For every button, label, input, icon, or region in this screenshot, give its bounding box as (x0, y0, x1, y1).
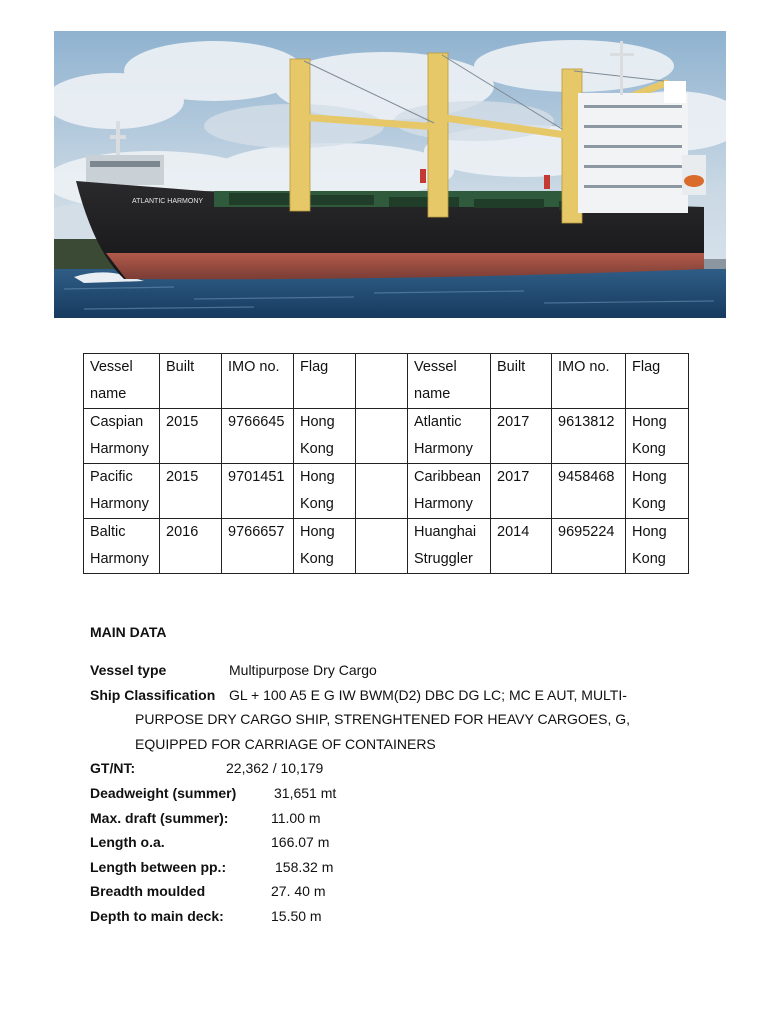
ship-photo (54, 31, 726, 318)
breadth-row (90, 879, 710, 904)
built-cell: 2015 (160, 464, 222, 519)
length-oa-label: Length o.a. (90, 834, 165, 851)
table-row (84, 409, 689, 464)
flag-cell: Hong Kong (626, 464, 689, 519)
breadth-value: 27. 40 m (271, 883, 326, 900)
deadweight-label: Deadweight (summer) (90, 784, 237, 801)
built-cell: 2017 (491, 464, 552, 519)
vessel-name-cell: Caribbean Harmony (408, 464, 491, 519)
vessel-name-cell: Atlantic Harmony (408, 409, 491, 464)
spacer-cell (356, 354, 408, 409)
fleet-table (83, 353, 689, 574)
length-oa-value: 166.07 m (271, 834, 330, 851)
depth-value: 15.50 m (271, 907, 322, 924)
built-cell: 2014 (491, 519, 552, 574)
vessel-type-value: Multipurpose Dry Cargo (229, 662, 377, 678)
table-row (84, 519, 689, 574)
table-row (84, 464, 689, 519)
imo-cell: 9613812 (552, 409, 626, 464)
classification-value: GL + 100 A5 E G IW BWM(D2) DBC DG LC; MC E AUT, MULTI- (229, 686, 627, 703)
spacer-cell (356, 464, 408, 519)
flag-cell: Hong Kong (294, 464, 356, 519)
hull-name-text: ATLANTIC HARMONY (132, 198, 204, 205)
max-draft-label: Max. draft (summer): (90, 809, 229, 826)
classification-row (90, 683, 710, 708)
flag-cell: Hong Kong (626, 409, 689, 464)
breadth-label: Breadth moulded (90, 883, 206, 900)
spacer-cell (356, 409, 408, 464)
vessel-name-cell: Caspian Harmony (84, 409, 160, 464)
vessel-name-cell: Pacific Harmony (84, 464, 160, 519)
classification-label: Ship Classification (90, 686, 216, 703)
length-pp-row (90, 855, 710, 880)
classification-continuation: EQUIPPED FOR CARRIAGE OF CONTAINERS (135, 735, 436, 752)
classification-continuation: PURPOSE DRY CARGO SHIP, STRENGHTENED FOR HEAVY CARGOES, G, (135, 711, 631, 728)
flag-cell: Hong Kong (626, 519, 689, 574)
max-draft-value: 11.00 m (271, 809, 321, 826)
imo-cell: 9695224 (552, 519, 626, 574)
imo-cell: 9766657 (222, 519, 294, 574)
header-vessel-name: Vessel name (408, 354, 491, 409)
imo-cell: 9701451 (222, 464, 294, 519)
vessel-type-row (90, 658, 710, 683)
vessel-name-cell: Baltic Harmony (84, 519, 160, 574)
spacer-cell (356, 519, 408, 574)
vessel-type-label: Vessel type (90, 662, 167, 678)
header-imo: IMO no. (222, 354, 294, 409)
main-data-heading: MAIN DATA (90, 624, 167, 640)
main-data-section (90, 622, 710, 929)
built-cell: 2016 (160, 519, 222, 574)
header-built: Built (160, 354, 222, 409)
imo-cell: 9766645 (222, 409, 294, 464)
table-header-row (84, 354, 689, 409)
header-flag: Flag (294, 354, 356, 409)
built-cell: 2017 (491, 409, 552, 464)
flag-cell: Hong Kong (294, 519, 356, 574)
gt-nt-row (90, 756, 710, 781)
depth-row (90, 904, 710, 929)
header-imo: IMO no. (552, 354, 626, 409)
length-oa-row (90, 830, 710, 855)
vessel-name-cell: Huanghai Struggler (408, 519, 491, 574)
max-draft-row (90, 806, 710, 831)
deadweight-row (90, 781, 710, 806)
flag-cell: Hong Kong (294, 409, 356, 464)
length-pp-value: 158.32 m (275, 858, 334, 875)
header-built: Built (491, 354, 552, 409)
length-pp-label: Length between pp.: (90, 858, 227, 875)
gt-nt-label: GT/NT: (90, 760, 136, 777)
gt-nt-value: 22,362 / 10,179 (226, 760, 324, 777)
deadweight-value: 31,651 mt (274, 784, 337, 801)
imo-cell: 9458468 (552, 464, 626, 519)
header-flag: Flag (626, 354, 689, 409)
header-vessel-name: Vessel name (84, 354, 160, 409)
built-cell: 2015 (160, 409, 222, 464)
depth-label: Depth to main deck: (90, 907, 224, 924)
